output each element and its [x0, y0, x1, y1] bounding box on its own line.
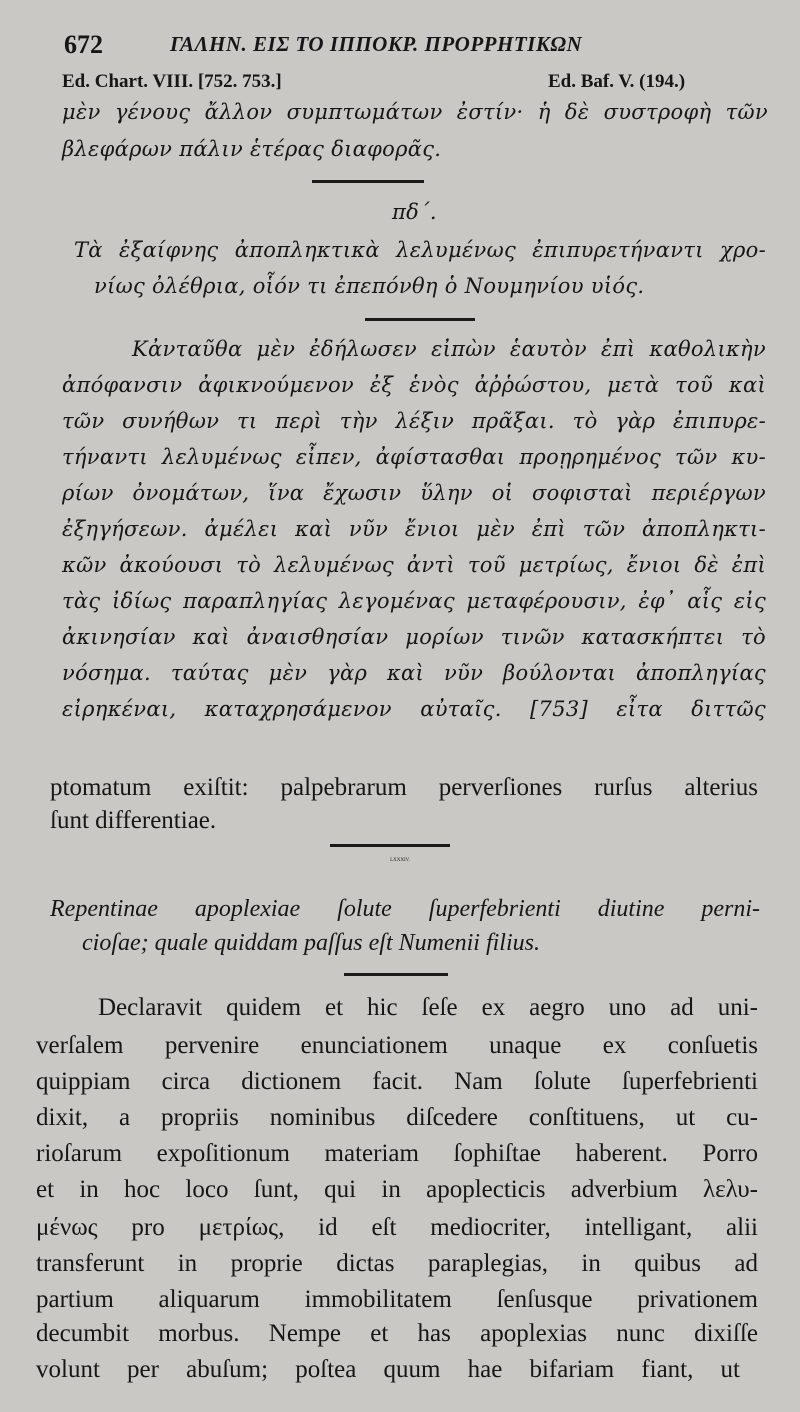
latin-section-number: LXXXIV.: [390, 858, 410, 863]
greek-commentary-line: ἀκινησίαν καὶ ἀναισθησίαν μορίων τινῶν κατασκήπτει τὸ: [62, 625, 766, 649]
latin-aphorism-line: cioſae; quale quiddam paſſus eſt Numenii filius.: [82, 930, 540, 956]
greek-commentary-line: ρίων ὀνομάτων, ἵνα ἔχωσιν ὕλην οἱ σοφισταὶ περιέργων: [62, 481, 766, 505]
page-number: 672: [64, 30, 103, 59]
greek-intro-line: βλεφάρων πάλιν ἑτέρας διαφορᾶς.: [62, 137, 442, 161]
section-divider: [344, 973, 448, 976]
latin-intro-line: ptomatum exiſtit: palpebrarum perverſiones rurſus alterius: [50, 774, 758, 801]
latin-commentary-line: partium aliquarum immobilitatem ſenſusque privationem: [36, 1286, 758, 1313]
section-divider: [365, 318, 475, 321]
latin-commentary-line: transferunt in proprie dictas paraplegias, in quibus ad: [36, 1250, 758, 1277]
section-divider: [312, 180, 424, 183]
greek-commentary-line: Κἀνταῦθα μὲν ἐδήλωσεν εἰπὼν ἑαυτὸν ἐπὶ καθολικὴν: [132, 337, 766, 361]
edition-chart-reference: Ed. Chart. VIII. [752. 753.]: [62, 71, 282, 92]
greek-aphorism-line: νίως ὀλέθρια, οἷόν τι ἐπεπόνθη ὁ Νουμηνίου υἱός.: [94, 274, 645, 298]
greek-aphorism-line: Τὰ ἐξαίφνης ἀποπληκτικὰ λελυμένως ἐπιπυρετήναντι χρο-: [74, 238, 766, 262]
running-title: ΓΑΛΗΝ. ΕΙΣ ΤΟ ΙΠΠΟΚΡ. ΠΡΟΡΡΗΤΙΚΩΝ: [170, 32, 583, 56]
latin-intro-line: ſunt differentiae.: [50, 807, 217, 834]
greek-intro-line: μὲν γένους ἄλλον συμπτωμάτων ἐστίν· ἡ δὲ συστροφὴ τῶν: [62, 100, 768, 124]
latin-commentary-line: Declaravit quidem et hic ſeſe ex aegro uno ad uni-: [98, 994, 758, 1021]
greek-commentary-line: εἰρηκέναι, καταχρησάμενον αὐταῖς. [753] εἶτα διττῶς: [62, 697, 766, 721]
greek-commentary-line: τῶν συνήθων τι περὶ τὴν λέξιν πρᾶξαι. τὸ γὰρ ἐπιπυρε-: [62, 409, 766, 433]
latin-commentary-line: volunt per abuſum; poſtea quum hae bifariam fiant, ut: [36, 1356, 740, 1383]
greek-commentary-line: κῶν ἀκούουσι τὸ λελυμένως ἀντὶ τοῦ μετρίως, ἔνιοι δὲ ἐπὶ: [62, 553, 766, 577]
section-divider: [330, 844, 450, 847]
latin-commentary-line: dixit, a propriis nominibus diſcedere conſtituens, ut cu-: [36, 1104, 758, 1131]
latin-commentary-line: quippiam circa dictionem facit. Nam ſolute ſuperfebrienti: [36, 1068, 758, 1095]
latin-commentary-line: verſalem pervenire enunciationem unaque ex conſuetis: [36, 1032, 758, 1059]
latin-commentary-line: μένως pro μετρίως, id eſt mediocriter, intelligant, alii: [36, 1214, 758, 1241]
greek-commentary-line: ἐξηγήσεων. ἀμέλει καὶ νῦν ἔνιοι μὲν ἐπὶ τῶν ἀποπληκτι-: [62, 517, 766, 541]
greek-section-number: πδ΄.: [392, 200, 437, 224]
latin-commentary-line: rioſarum expoſitionum materiam ſophiſtae haberent. Porro: [36, 1140, 758, 1167]
latin-commentary-line: et in hoc loco ſunt, qui in apoplecticis adverbium λελυ-: [36, 1176, 758, 1203]
greek-commentary-line: νόσημα. ταύτας μὲν γὰρ καὶ νῦν βούλονται ἀποπληγίας: [62, 661, 766, 685]
latin-aphorism-line: Repentinae apoplexiae ſolute ſuperfebrienti diutine perni-: [50, 896, 760, 922]
latin-commentary-line: decumbit morbus. Nempe et has apoplexias nunc dixiſſe: [36, 1320, 758, 1347]
greek-commentary-line: τὰς ἰδίως παραπληγίας λεγομένας μεταφέρουσιν, ἐφ᾽ αἷς εἰς: [62, 589, 766, 613]
greek-commentary-line: ἀπόφανσιν ἀφικνούμενον ἐξ ἑνὸς ἀῤῥώστου, μετὰ τοῦ καὶ: [62, 373, 766, 397]
greek-commentary-line: τήναντι λελυμένως εἶπεν, ἀφίστασθαι προῃρημένος τῶν κυ-: [62, 445, 766, 469]
edition-basel-reference: Ed. Baf. V. (194.): [548, 71, 686, 92]
